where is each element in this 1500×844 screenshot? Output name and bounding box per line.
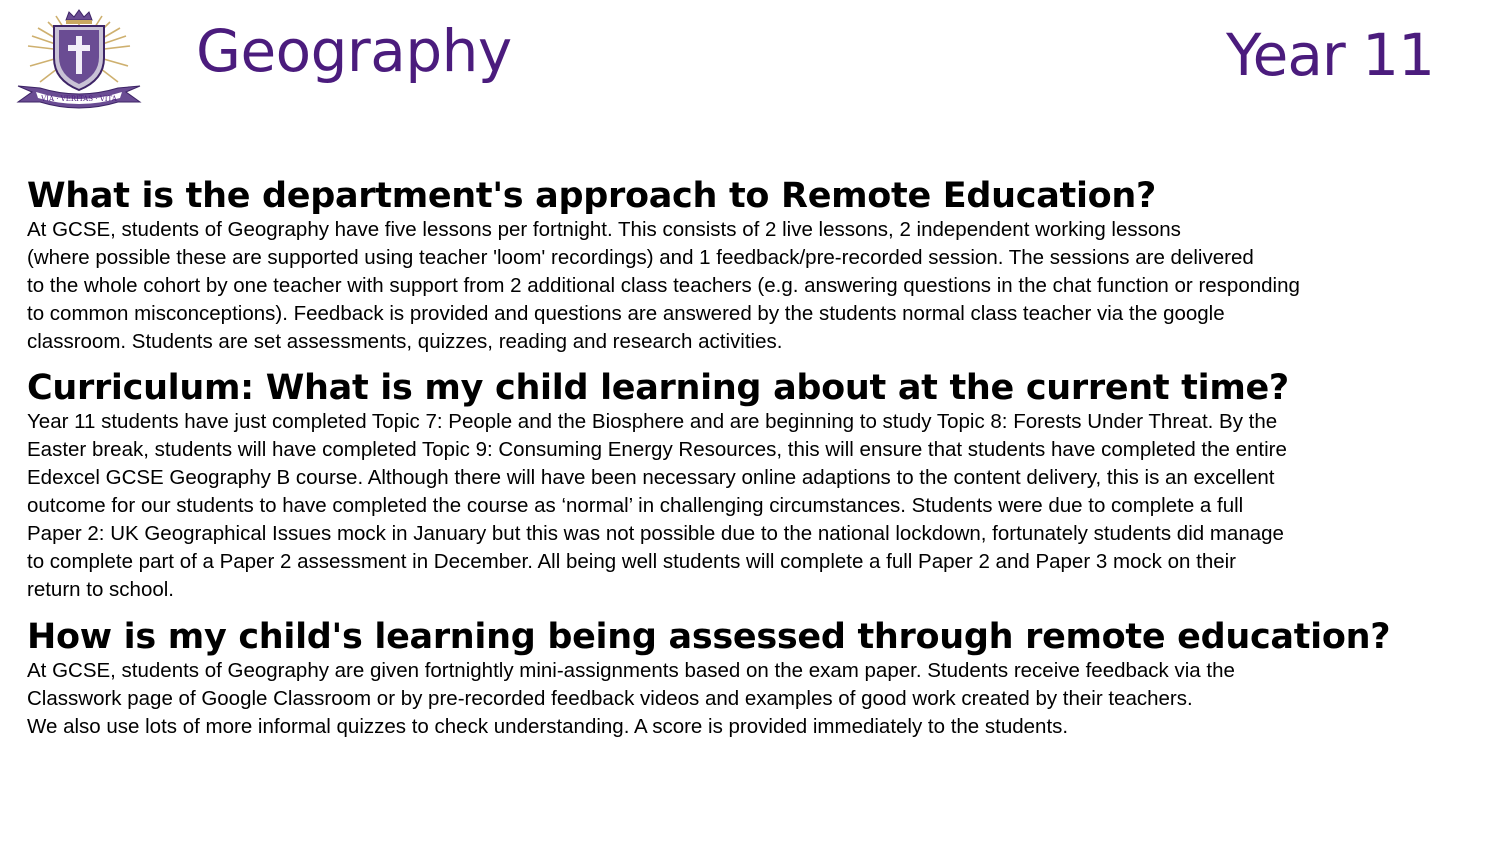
body-line: At GCSE, students of Geography have five lessons per fortnight. This consists of 2 live lessons, 2 independent working lessons [27, 218, 1181, 241]
body-line: classroom. Students are set assessments, quizzes, reading and research activities. [27, 330, 783, 353]
section-heading: Curriculum: What is my child learning about at the current time? [27, 368, 1289, 408]
body-line: return to school. [27, 578, 174, 601]
school-crest-logo [14, 6, 144, 114]
body-line: Year 11 students have just completed Topic 7: People and the Biosphere and are beginning to study Topic 8: Forests Under Threat. By the [27, 410, 1278, 433]
section-body [27, 408, 1487, 604]
assessment-section [27, 617, 1487, 741]
body-line: Classwork page of Google Classroom or by pre-recorded feedback videos and examples of good work created by their teachers. [27, 687, 1193, 710]
body-line: outcome for our students to have completed the course as ‘normal’ in challenging circumstances. Students were due to complete a full [27, 494, 1244, 517]
section-body [27, 657, 1487, 741]
svg-text:VIA · VERITAS · VITA: VIA · VERITAS · VITA [41, 95, 117, 103]
body-line: Edexcel GCSE Geography B course. Although there will have been necessary online adaptions to the content delivery, this is an excellent [27, 466, 1275, 489]
remote-education-section [27, 176, 1487, 356]
body-line: At GCSE, students of Geography are given fortnightly mini-assignments based on the exam paper. Students receive feedback via the [27, 659, 1235, 682]
year-group-label: Year 11 [1225, 21, 1434, 89]
curriculum-section [27, 368, 1487, 604]
section-heading: What is the department's approach to Remote Education? [27, 176, 1157, 216]
section-body [27, 216, 1487, 356]
body-line: to complete part of a Paper 2 assessment in December. All being well students will complete a full Paper 2 and Paper 3 mock on their [27, 550, 1236, 573]
subject-title: Geography [196, 17, 512, 85]
body-line: Paper 2: UK Geographical Issues mock in January but this was not possible due to the national lockdown, fortunately students did manage [27, 522, 1284, 545]
section-heading: How is my child's learning being assessed through remote education? [27, 617, 1391, 657]
body-line: We also use lots of more informal quizzes to check understanding. A score is provided immediately to the students. [27, 715, 1069, 738]
body-line: (where possible these are supported using teacher 'loom' recordings) and 1 feedback/pre-recorded session. The sessions are delivered [27, 246, 1254, 269]
body-line: Easter break, students will have completed Topic 9: Consuming Energy Resources, this will ensure that students have completed the entire [27, 438, 1287, 461]
body-line: to the whole cohort by one teacher with support from 2 additional class teachers (e.g. answering questions in the chat function or responding [27, 274, 1300, 297]
body-line: to common misconceptions). Feedback is provided and questions are answered by the students normal class teacher via the google [27, 302, 1225, 325]
